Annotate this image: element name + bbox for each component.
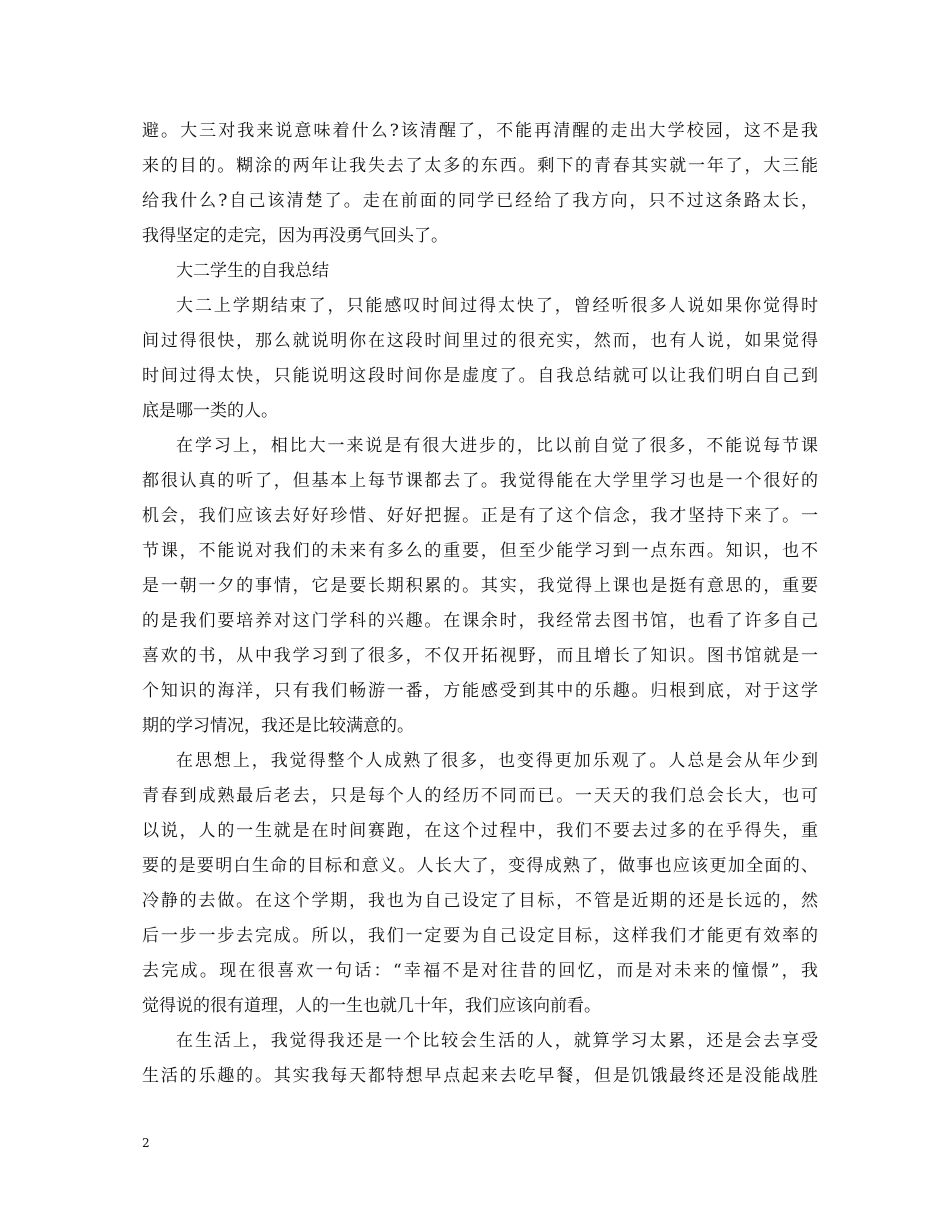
text-line: 要的是要明白生命的目标和意义。人长大了，变得成熟了，做事也应该更加全面的、 [142,856,818,876]
text-line: 来的目的。糊涂的两年让我失去了太多的东西。剩下的青春其实就一年了，大三能 [142,156,818,176]
text-line: 在思想上，我觉得整个人成熟了很多，也变得更加乐观了。人总是会从年少到 [176,751,818,771]
text-line: 后一步一步去完成。所以，我们一定要为自己设定目标，这样我们才能更有效率的 [142,926,818,946]
text-line: 青春到成熟最后老去，只是每个人的经历不同而已。一天天的我们总会长大，也可 [142,786,818,806]
text-line: 冷静的去做。在这个学期，我也为自己设定了目标，不管是近期的还是长远的，然 [142,891,818,911]
text-line: 时间过得太快，只能说明这段时间你是虚度了。自我总结就可以让我们明白自己到 [142,366,818,386]
text-line: 在生活上，我觉得我还是一个比较会生活的人，就算学习太累，还是会去享受 [176,1031,818,1051]
text-line: 我得坚定的走完，因为再没勇气回头了。 [142,226,448,246]
text-line: 给我什么?自己该清楚了。走在前面的同学已经给了我方向，只不过这条路太长， [142,191,818,211]
text-line: 都很认真的听了，但基本上每节课都去了。我觉得能在大学里学习也是一个很好的 [142,471,818,491]
text-line: 机会，我们应该去好好珍惜、好好把握。正是有了这个信念，我才坚持下来了。一 [142,506,818,526]
text-line: 生活的乐趣的。其实我每天都特想早点起来去吃早餐，但是饥饿最终还是没能战胜 [142,1066,818,1086]
text-line: 大二上学期结束了，只能感叹时间过得太快了，曾经听很多人说如果你觉得时 [176,296,818,316]
text-line: 期的学习情况，我还是比较满意的。 [142,716,414,736]
text-line: 喜欢的书，从中我学习到了很多，不仅开拓视野，而且增长了知识。图书馆就是一 [142,646,818,666]
page-number: 2 [142,1136,150,1150]
text-line: 节课，不能说对我们的未来有多么的重要，但至少能学习到一点东西。知识，也不 [142,541,818,561]
text-line: 个知识的海洋，只有我们畅游一番，方能感受到其中的乐趣。归根到底，对于这学 [142,681,818,701]
text-line: 的是我们要培养对这门学科的兴趣。在课余时，我经常去图书馆，也看了许多自己 [142,611,818,631]
text-line: 避。大三对我来说意味着什么?该清醒了，不能再清醒的走出大学校园，这不是我 [142,121,818,141]
text-line: 觉得说的很有道理，人的一生也就几十年，我们应该向前看。 [142,996,601,1016]
document-body [142,114,818,1094]
text-line: 底是哪一类的人。 [142,401,278,421]
text-line: 在学习上，相比大一来说是有很大进步的，比以前自觉了很多，不能说每节课 [176,436,818,456]
text-line: 去完成。现在很喜欢一句话：“幸福不是对往昔的回忆，而是对未来的憧憬”，我 [142,961,818,981]
text-line: 是一朝一夕的事情，它是要长期积累的。其实，我觉得上课也是挺有意思的，重要 [142,576,818,596]
text-line: 间过得很快，那么就说明你在这段时间里过的很充实，然而，也有人说，如果觉得 [142,331,818,351]
text-line: 以说，人的一生就是在时间赛跑，在这个过程中，我们不要去过多的在乎得失，重 [142,821,818,841]
section-title: 大二学生的自我总结 [176,261,329,281]
